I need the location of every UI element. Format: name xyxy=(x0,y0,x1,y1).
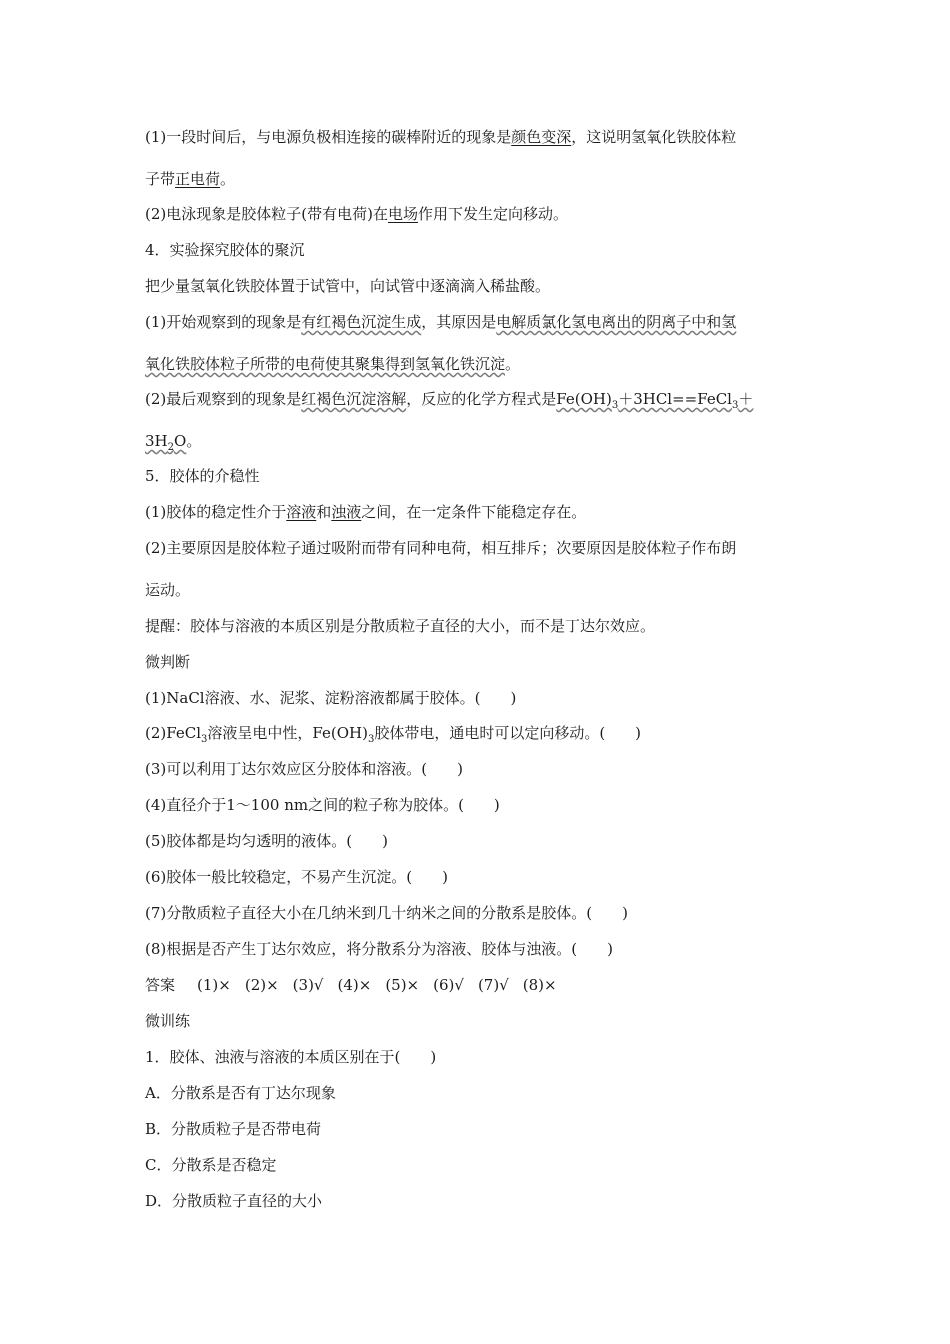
sec4-item1-line1 xyxy=(145,311,736,333)
sec4-item1-line2 xyxy=(145,353,520,375)
section-5-title: 5．胶体的介稳性 xyxy=(145,467,260,485)
text: (2)电泳现象是胶体粒子(带有电荷)在 xyxy=(145,205,388,223)
subscript: 3 xyxy=(367,734,375,745)
p1-line1 xyxy=(145,126,736,148)
answer-item: (7)√ xyxy=(477,976,509,994)
sec4-item2-line2 xyxy=(145,430,201,452)
p2-line xyxy=(145,203,568,225)
judge-q2 xyxy=(145,722,641,744)
answer-item: (8)× xyxy=(522,976,557,994)
section-4-title: 4．实验探究胶体的聚沉 xyxy=(145,241,305,259)
answer-item: (5)× xyxy=(385,976,420,994)
sec5-item1 xyxy=(145,501,586,523)
judge-q3: (3)可以利用丁达尔效应区分胶体和溶液。( ) xyxy=(145,760,463,778)
judge-title: 微判断 xyxy=(145,653,191,671)
p1-line2 xyxy=(145,168,235,190)
judge-q5: (5)胶体都是均匀透明的液体。( ) xyxy=(145,832,388,850)
subscript: 3 xyxy=(201,734,208,745)
text: ＋ xyxy=(738,390,754,408)
text: 。 xyxy=(505,355,521,373)
sec5-item2-line1: (2)主要原因是胶体粒子通过吸附而带有同种电荷，相互排斥；次要原因是胶体粒子作布朗 xyxy=(145,539,737,557)
answer-item: (3)√ xyxy=(292,976,324,994)
answer-blank: 浊液 xyxy=(331,503,362,521)
answer-item: (4)× xyxy=(337,976,372,994)
judge-q8: (8)根据是否产生丁达尔效应，将分散系分为溶液、胶体与浊液。( ) xyxy=(145,940,613,958)
text: ＋3HCl==FeCl xyxy=(618,390,732,408)
text: Fe(OH) xyxy=(556,390,612,408)
text: (1)开始观察到的现象是 xyxy=(145,313,302,331)
text: (1)一段时间后，与电源负极相连接的碳棒附近的现象是 xyxy=(145,128,512,146)
text: 。 xyxy=(220,170,236,188)
answer-item: (1)× xyxy=(197,976,231,994)
sec4-item2-line1 xyxy=(145,388,753,410)
text: ，这说明氢氧化铁胶体粒 xyxy=(571,128,737,146)
answer-line xyxy=(145,974,571,996)
sec5-item2-line2: 运动。 xyxy=(145,581,191,599)
judge-q7: (7)分散质粒子直径大小在几纳米到几十纳米之间的分散系是胶体。( ) xyxy=(145,904,628,922)
answer-item: (6)√ xyxy=(433,976,464,994)
judge-q4: (4)直径介于1～100 nm之间的粒子称为胶体。( ) xyxy=(145,796,500,814)
answer-blank: 溶液 xyxy=(286,503,317,521)
answer-blank: 氧化铁胶体粒子所带的电荷使其聚集得到氢氧化铁沉淀 xyxy=(145,355,506,373)
equation-part2 xyxy=(145,432,187,453)
text: 子带 xyxy=(145,170,176,188)
answer-label: 答案 xyxy=(145,976,176,994)
answer-blank: 颜色变深 xyxy=(511,128,572,146)
subscript: 2 xyxy=(167,442,174,453)
answer-item: (2)× xyxy=(244,976,279,994)
text: 之间，在一定条件下能稳定存在。 xyxy=(361,503,587,521)
train-title: 微训练 xyxy=(145,1012,191,1030)
text: 。 xyxy=(186,432,202,450)
option-b: B．分散质粒子是否带电荷 xyxy=(145,1120,322,1138)
subscript: 3 xyxy=(731,400,739,411)
section-4-intro: 把少量氢氧化铁胶体置于试管中，向试管中逐滴滴入稀盐酸。 xyxy=(145,277,551,295)
equation-part1 xyxy=(556,390,754,411)
text: (2)FeCl xyxy=(145,724,201,742)
subscript: 3 xyxy=(611,400,619,411)
option-a: A．分散系是否有丁达尔现象 xyxy=(145,1084,336,1102)
reminder: 提醒：胶体与溶液的本质区别是分散质粒子直径的大小，而不是丁达尔效应。 xyxy=(145,617,656,635)
train-q1: 1．胶体、浊液与溶液的本质区别在于( ) xyxy=(145,1048,437,1066)
answer-blank: 红褐色沉淀溶解 xyxy=(301,390,407,408)
text: O xyxy=(174,432,187,450)
judge-q6: (6)胶体一般比较稳定，不易产生沉淀。( ) xyxy=(145,868,448,886)
text: 溶液呈电中性，Fe(OH) xyxy=(207,724,368,742)
text: ，反应的化学方程式是 xyxy=(406,390,557,408)
option-d: D．分散质粒子直径的大小 xyxy=(145,1192,323,1210)
judge-q1: (1)NaCl溶液、水、泥浆、淀粉溶液都属于胶体。( ) xyxy=(145,689,517,707)
text: 和 xyxy=(316,503,332,521)
text: 3H xyxy=(145,432,168,450)
text: (2)最后观察到的现象是 xyxy=(145,390,302,408)
text: 作用下发生定向移动。 xyxy=(417,205,568,223)
text: (1)胶体的稳定性介于 xyxy=(145,503,287,521)
answer-blank: 电场 xyxy=(387,205,418,223)
text: 胶体带电，通电时可以定向移动。( ) xyxy=(374,724,642,742)
answer-blank: 正电荷 xyxy=(175,170,221,188)
option-c: C．分散系是否稳定 xyxy=(145,1156,277,1174)
answer-blank: 有红褐色沉淀生成 xyxy=(301,313,422,331)
text: ，其原因是 xyxy=(421,313,497,331)
answer-blank: 电解质氯化氢电离出的阴离子中和氢 xyxy=(496,313,737,331)
